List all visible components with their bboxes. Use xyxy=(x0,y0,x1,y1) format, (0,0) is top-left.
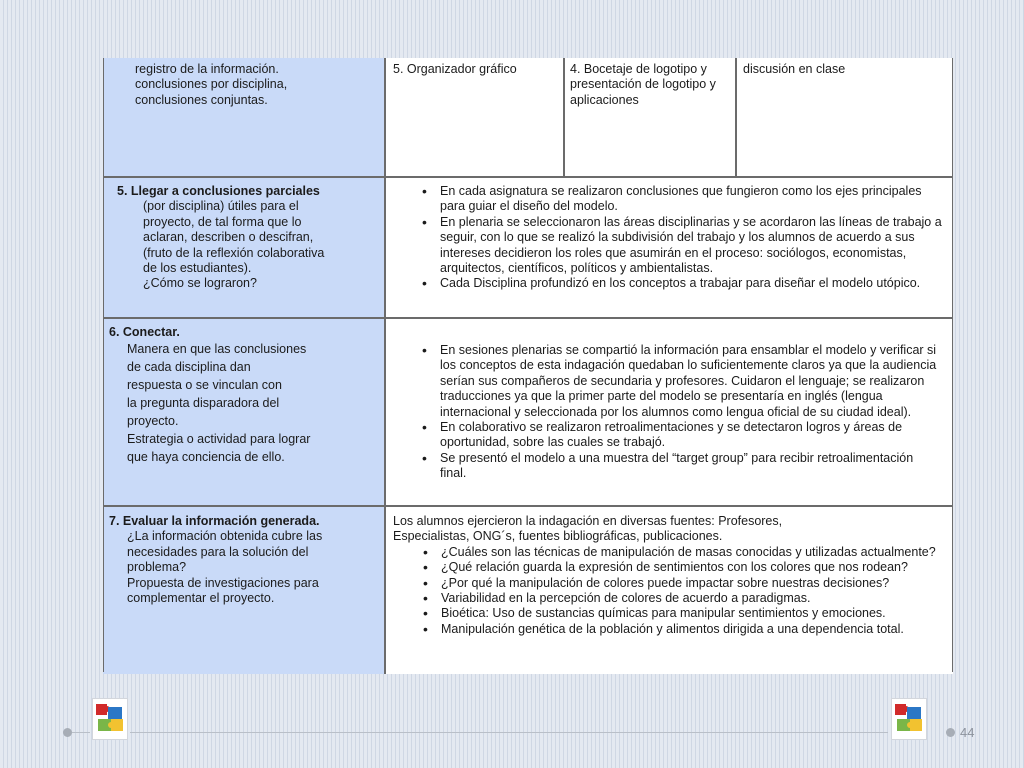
left-line: que haya conciencia de ello. xyxy=(127,450,285,465)
left-line: de cada disciplina dan xyxy=(127,360,251,375)
row-1-right-cell xyxy=(388,58,953,176)
table-row xyxy=(103,505,953,674)
footer-dot-left xyxy=(63,728,72,737)
puzzle-icon xyxy=(891,698,927,740)
step-6-title: 6. Conectar. xyxy=(109,325,180,339)
left-line: ¿La información obtenida cubre las xyxy=(127,529,323,544)
list-item: • En sesiones plenarias se compartió la información para ensamblar el modelo y verificar si los conceptos de esta indagación quedaban lo suficientemente claros ya que la audiencia serían sus compañeros de secundaria y profesores. Cuidaron el lenguaje; se realizaron traducciones ya que la primer parte del modelo se presentaría en inglés (lengua internacional y seleccionada por los alumnos como lengua oficial de su ciudad ideal). xyxy=(392,343,943,420)
list-item: • Se presentó el modelo a una muestra del “target group” para recibir retroalimentación final. xyxy=(392,451,943,482)
row-4-right-cell xyxy=(388,507,953,674)
list-item: • En plenaria se seleccionaron las áreas disciplinarias y se acordaron las líneas de trabajo a seguir, con lo que se realizó la subdivisión del trabajo y los alumnos de acuerdo a sus intereses decidieron los roles que asumirán en el proceso: sociólogos, economistas, arquitectos, científicos, políticos y ambientalistas. xyxy=(392,215,943,277)
puzzle-icon xyxy=(92,698,128,740)
list-item: • En cada asignatura se realizaron conclusiones que fungieron como los ejes principales para guiar el diseño del modelo. xyxy=(392,184,943,215)
row-3-left-cell xyxy=(103,319,386,507)
row-2-right-cell xyxy=(388,178,953,319)
left-line: aclaran, describen o descifran, xyxy=(143,230,314,245)
divider xyxy=(563,58,565,176)
row-3-right-cell xyxy=(388,319,953,507)
list-item: • En colaborativo se realizaron retroalimentaciones y se detectaron logros y áreas de oportunidad, sobre las cuales se trabajó. xyxy=(392,420,943,451)
col-discussion: discusión en clase xyxy=(743,62,846,76)
left-line: problema? xyxy=(127,560,187,575)
bullet-list xyxy=(392,343,943,482)
list-item: • ¿Por qué la manipulación de colores puede impactar sobre nuestras decisiones? xyxy=(393,576,943,591)
left-line: necesidades para la solución del xyxy=(127,544,309,559)
divider xyxy=(735,58,737,176)
bullet-list xyxy=(393,545,943,637)
table-row xyxy=(103,317,953,507)
step-7-title: 7. Evaluar la información generada. xyxy=(109,514,320,528)
left-line: proyecto, de tal forma que lo xyxy=(143,214,302,229)
footer-dot-right xyxy=(946,728,955,737)
table-row xyxy=(103,176,953,319)
left-line: registro de la información. xyxy=(135,62,279,76)
row-1-left-cell xyxy=(103,58,386,176)
page-number: 44 xyxy=(960,725,975,740)
footer-rule-mid xyxy=(130,732,888,733)
left-line: (fruto de la reflexión colaborativa xyxy=(143,245,325,260)
list-item: • ¿Qué relación guarda la expresión de sentimientos con los colores que nos rodean? xyxy=(393,560,943,575)
left-line: de los estudiantes). xyxy=(143,261,252,276)
table-row xyxy=(103,58,953,176)
list-item: • Manipulación genética de la población y alimentos dirigida a una dependencia total. xyxy=(393,622,943,637)
left-line: (por disciplina) útiles para el xyxy=(143,199,299,214)
content-table xyxy=(103,58,953,674)
bullet-list xyxy=(392,184,943,292)
list-item: • ¿Cuáles son las técnicas de manipulación de masas conocidas y utilizadas actualmente? xyxy=(393,545,943,560)
left-line: conclusiones conjuntas. xyxy=(135,92,268,107)
intro-line: Especialistas, ONG´s, fuentes bibliográficas, publicaciones. xyxy=(393,529,723,544)
left-line: la pregunta disparadora del xyxy=(127,396,280,411)
row-2-left-cell xyxy=(103,178,386,319)
list-item: • Cada Disciplina profundizó en los conceptos a trabajar para diseñar el modelo utópico. xyxy=(392,276,943,291)
list-item: • Bioética: Uso de sustancias químicas para manipular sentimientos y emociones. xyxy=(393,606,943,621)
left-line: proyecto. xyxy=(127,414,179,429)
col-organizer: 5. Organizador gráfico xyxy=(393,62,517,76)
col-logo-sketch: 4. Bocetaje de logotipo y presentación de logotipo y aplicaciones xyxy=(570,62,716,107)
footer-rule-left xyxy=(72,732,90,733)
left-line: Propuesta de investigaciones para xyxy=(127,575,319,590)
left-line: conclusiones por disciplina, xyxy=(135,77,288,92)
intro-line: Los alumnos ejercieron la indagación en diversas fuentes: Profesores, xyxy=(393,514,783,528)
list-item: • Variabilidad en la percepción de colores de acuerdo a paradigmas. xyxy=(393,591,943,606)
left-line: ¿Cómo se lograron? xyxy=(143,276,257,291)
left-line: Manera en que las conclusiones xyxy=(127,342,307,357)
left-line: Estrategia o actividad para lograr xyxy=(127,432,311,447)
step-5-title: 5. Llegar a conclusiones parciales xyxy=(117,184,320,198)
row-4-left-cell xyxy=(103,507,386,674)
left-line: complementar el proyecto. xyxy=(127,591,275,606)
left-line: respuesta o se vinculan con xyxy=(127,378,282,393)
